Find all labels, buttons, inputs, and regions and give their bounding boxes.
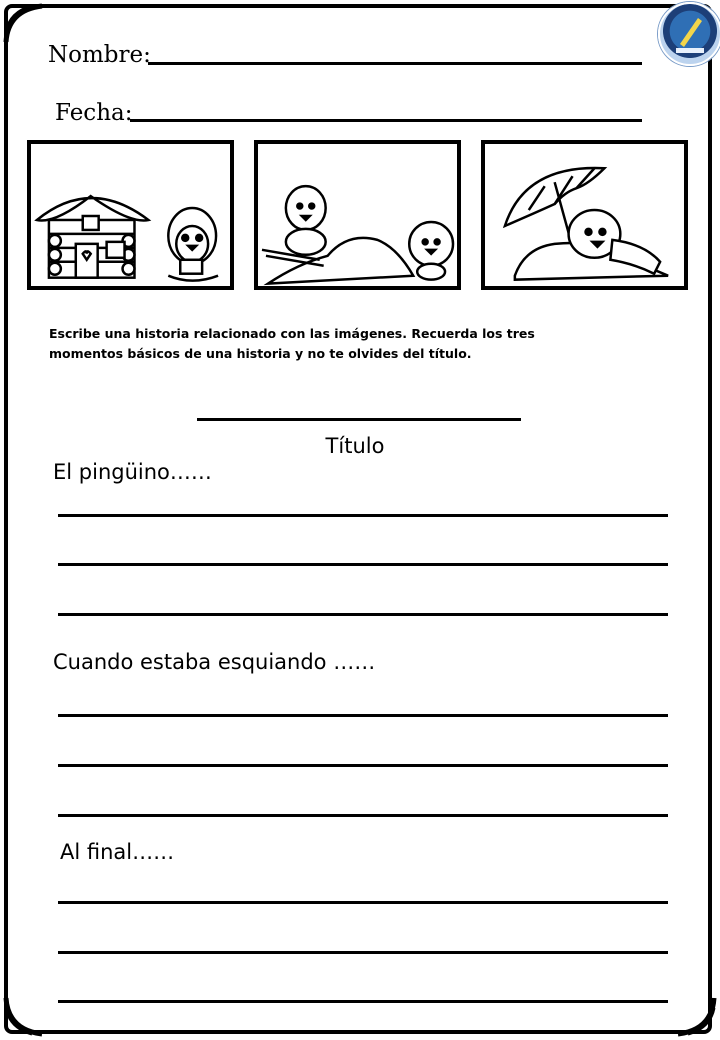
instructions — [49, 324, 609, 364]
corner-ornament-icon — [2, 994, 46, 1038]
writing-line[interactable] — [58, 563, 668, 566]
penguin-skiing-snow-hill-icon — [258, 144, 457, 286]
writing-line[interactable] — [58, 514, 668, 517]
writing-line[interactable] — [58, 764, 668, 767]
picture-panel-cabin — [27, 140, 234, 290]
date-label: Fecha: — [55, 100, 133, 126]
section-prompt-beginning: El pingüino…… — [53, 460, 212, 484]
log-cabin-penguin-drinking-icon — [31, 144, 230, 286]
penguin-beach-umbrella-icon — [485, 144, 684, 286]
section-prompt-middle: Cuando estaba esquiando …… — [53, 650, 376, 674]
writing-line[interactable] — [58, 951, 668, 954]
instructions-line-1: Escribe una historia relacionado con las imágenes. Recuerda los tres — [49, 326, 535, 341]
name-label: Nombre: — [48, 42, 151, 68]
writing-line[interactable] — [58, 1000, 668, 1003]
instructions-line-2: momentos básicos de una historia y no te olvides del título. — [49, 346, 472, 361]
writing-line[interactable] — [58, 613, 668, 616]
title-input-line[interactable] — [197, 418, 521, 421]
corner-ornament-icon — [674, 994, 718, 1038]
date-input-line[interactable] — [130, 119, 642, 122]
writing-line[interactable] — [58, 714, 668, 717]
writing-line[interactable] — [58, 814, 668, 817]
school-logo-icon — [658, 2, 720, 66]
name-input-line[interactable] — [148, 62, 642, 65]
picture-panel-beach — [481, 140, 688, 290]
corner-ornament-icon — [2, 2, 46, 46]
title-label: Título — [325, 434, 385, 458]
writing-line[interactable] — [58, 901, 668, 904]
section-prompt-end: Al final…… — [60, 840, 175, 864]
picture-panel-ski — [254, 140, 461, 290]
